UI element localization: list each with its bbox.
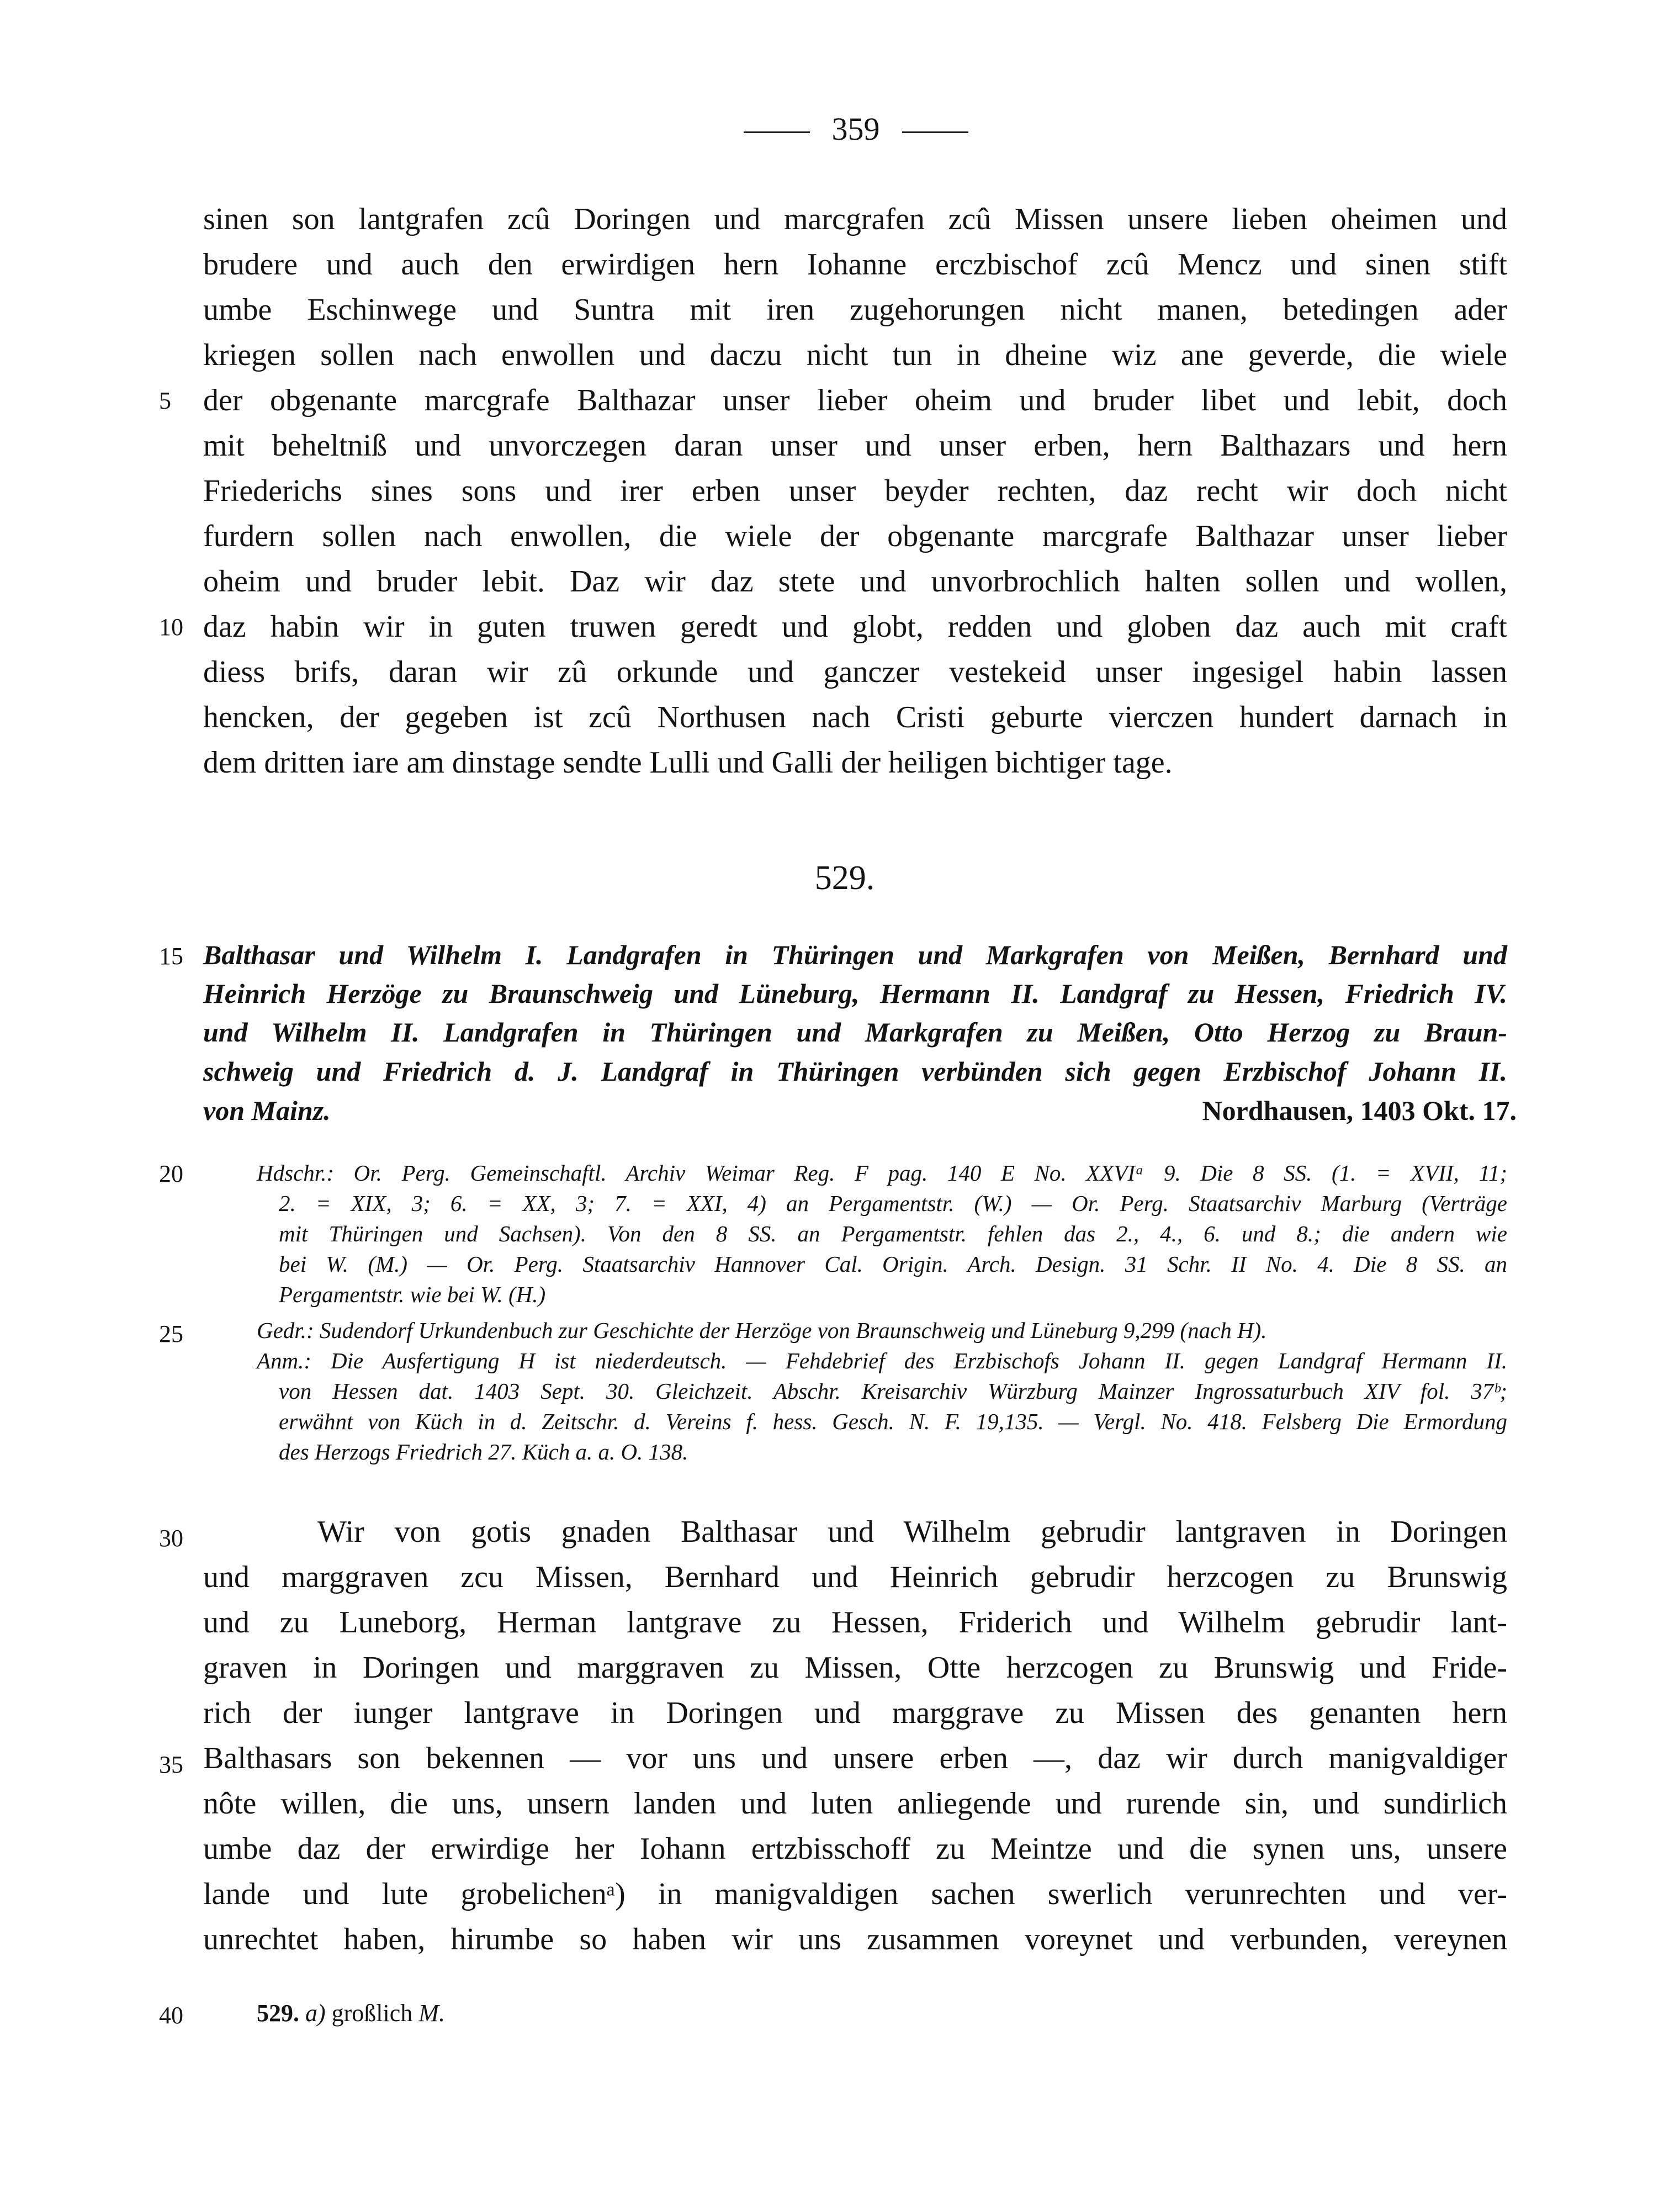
text-line: umbe daz der erwirdige her Iohann ertzbisschoff zu Meintze und die synen uns, unsere xyxy=(203,1832,1507,1866)
text-line: und marggraven zcu Missen, Bernhard und Heinrich gebrudir herzcogen zu Brunswig xyxy=(203,1560,1507,1594)
line-number: 5 xyxy=(159,387,171,414)
document-number: 529. xyxy=(814,859,875,897)
text-line: graven in Doringen und marggraven zu Missen, Otte herzcogen zu Brunswig und Fride- xyxy=(203,1651,1507,1685)
regest-line: und Wilhelm II. Landgrafen in Thüringen und Markgrafen zu Meißen, Otto Herzog zu Braun- xyxy=(203,1017,1507,1048)
text-line: dem dritten iare am dinstage sendte Lulli und Galli der heiligen bichtiger tage. xyxy=(203,745,1173,780)
text-line: Balthasars son bekennen — vor uns und unsere erben —, daz wir durch manigvaldiger xyxy=(203,1741,1507,1775)
text-line: Friederichs sines sons und irer erben unser beyder rechten, daz recht wir doch nicht xyxy=(203,474,1507,508)
text-line: der obgenante marcgrafe Balthazar unser lieber oheim und bruder libet und lebit, doch xyxy=(203,383,1507,417)
apparatus-line: Hdschr.: Or. Perg. Gemeinschaftl. Archiv Weimar Reg. F pag. 140 E No. XXVIᵃ 9. Die 8 SS. (1. = XVII, 11; xyxy=(257,1160,1507,1186)
page-number: 359 xyxy=(831,111,880,147)
line-number: 30 xyxy=(159,1525,183,1552)
footnote-siglum: M. xyxy=(418,2000,445,2027)
regest-line: Heinrich Herzöge zu Braunschweig und Lüneburg, Hermann II. Landgraf zu Hessen, Friedrich IV. xyxy=(203,978,1507,1009)
line-number: 10 xyxy=(159,614,183,641)
apparatus-line: Anm.: Die Ausfertigung H ist niederdeutsch. — Fehdebrief des Erzbischofs Johann II. gegen Landgraf Hermann II. xyxy=(257,1348,1507,1373)
apparatus-line: mit Thüringen und Sachsen). Von den 8 SS. an Pergamentstr. fehlen das 2., 4., 6. und 8.; die andern wie xyxy=(279,1221,1507,1246)
text-line: und zu Luneborg, Herman lantgrave zu Hessen, Friderich und Wilhelm gebrudir lant- xyxy=(203,1605,1507,1640)
text-line: Wir von gotis gnaden Balthasar und Wilhelm gebrudir lantgraven in Doringen xyxy=(317,1515,1507,1549)
footnote xyxy=(257,1999,445,2027)
line-number: 15 xyxy=(159,943,183,970)
text-line: furdern sollen nach enwollen, die wiele der obgenante marcgrafe Balthazar unser lieber xyxy=(203,519,1507,553)
regest-line: schweig und Friedrich d. J. Landgraf in Thüringen verbünden sich gegen Erzbischof Johann II. xyxy=(203,1056,1507,1087)
text-line: kriegen sollen nach enwollen und daczu nicht tun in dheine wiz ane geverde, die wiele xyxy=(203,338,1507,372)
apparatus-line: bei W. (M.) — Or. Perg. Staatsarchiv Hannover Cal. Origin. Arch. Design. 31 Schr. II No. 4. Die 8 SS. an xyxy=(279,1251,1507,1277)
text-line: nôte willen, die uns, unsern landen und luten anliegende und rurende sin, und sundirlich xyxy=(203,1786,1507,1821)
text-line: hencken, der gegeben ist zcû Northusen nach Cristi geburte vierczen hundert darnach in xyxy=(203,700,1507,734)
footnote-text: großlich xyxy=(331,2000,413,2027)
footnote-marker: a) xyxy=(305,2000,326,2027)
text-line: lande und lute grobelichenᵃ) in manigvaldigen sachen swerlich verunrechten und ver- xyxy=(203,1877,1507,1911)
text-line: diess brifs, daran wir zû orkunde und ganczer vestekeid unser ingesigel habin lassen xyxy=(203,655,1507,689)
apparatus-line: 2. = XIX, 3; 6. = XX, 3; 7. = XXI, 4) an Pergamentstr. (W.) — Or. Perg. Staatsarchiv Marburg (Verträge xyxy=(279,1191,1507,1216)
place-date: Nordhausen, 1403 Okt. 17. xyxy=(1202,1095,1517,1126)
header-rule-left xyxy=(744,131,810,133)
line-number: 25 xyxy=(159,1320,183,1347)
apparatus-line: des Herzogs Friedrich 27. Küch a. a. O. 138. xyxy=(279,1439,688,1464)
page-header xyxy=(690,110,1021,147)
apparatus-line: Gedr.: Sudendorf Urkundenbuch zur Geschichte der Herzöge von Braunschweig und Lüneburg 9,299 (nach H). xyxy=(257,1318,1267,1343)
apparatus-line: Pergamentstr. wie bei W. (H.) xyxy=(279,1282,546,1307)
footnote-number: 529. xyxy=(257,2000,299,2027)
regest-line: Balthasar und Wilhelm I. Landgrafen in Thüringen und Markgrafen von Meißen, Bernhard und xyxy=(203,939,1507,970)
line-number: 35 xyxy=(159,1751,183,1778)
header-rule-right xyxy=(902,131,968,133)
text-line: sinen son lantgrafen zcû Doringen und marcgrafen zcû Missen unsere lieben oheimen und xyxy=(203,202,1507,236)
apparatus-line: von Hessen dat. 1403 Sept. 30. Gleichzeit. Abschr. Kreisarchiv Würzburg Mainzer Ingrossaturbuch XIV fol. 37ᵇ; xyxy=(279,1378,1507,1404)
text-line: oheim und bruder lebit. Daz wir daz stete und unvorbrochlich halten sollen und wollen, xyxy=(203,564,1507,599)
line-number: 40 xyxy=(159,2002,183,2029)
text-line: umbe Eschinwege und Suntra mit iren zugehorungen nicht manen, betedingen ader xyxy=(203,293,1507,327)
text-line: unrechtet haben, hirumbe so haben wir uns zusammen voreynet und verbunden, vereynen xyxy=(203,1922,1507,1957)
text-line: daz habin wir in guten truwen geredt und globt, redden und globen daz auch mit craft xyxy=(203,610,1507,644)
text-line: rich der iunger lantgrave in Doringen und marggrave zu Missen des genanten hern xyxy=(203,1696,1507,1730)
text-line: mit beheltniß und unvorczegen daran unser und unser erben, hern Balthazars und hern xyxy=(203,429,1507,463)
apparatus-line: erwähnt von Küch in d. Zeitschr. d. Vereins f. hess. Gesch. N. F. 19,135. — Vergl. No. 418. Felsberg Die Ermordung xyxy=(279,1409,1507,1434)
line-number: 20 xyxy=(159,1160,183,1187)
regest-line: von Mainz. xyxy=(203,1095,331,1126)
text-line: brudere und auch den erwirdigen hern Iohanne erczbischof zcû Mencz und sinen stift xyxy=(203,247,1507,282)
